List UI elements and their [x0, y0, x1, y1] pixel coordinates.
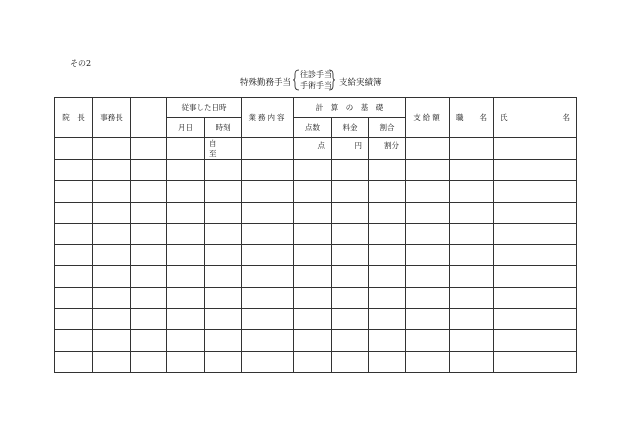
cell	[131, 160, 167, 181]
cell	[332, 202, 369, 223]
cell	[242, 309, 294, 330]
cell	[369, 330, 406, 351]
empty-rows	[55, 160, 577, 373]
cell	[406, 181, 450, 202]
cell	[369, 181, 406, 202]
title-suffix: 支給実績簿	[339, 78, 382, 88]
cell	[332, 330, 369, 351]
cell	[450, 138, 494, 160]
cell	[55, 245, 93, 266]
cell	[294, 330, 332, 351]
cell	[406, 351, 450, 372]
table-row	[55, 138, 577, 160]
ratio-cell	[369, 138, 406, 160]
cell	[406, 138, 450, 160]
cell	[294, 351, 332, 372]
cell	[242, 245, 294, 266]
cell	[406, 245, 450, 266]
table-row	[55, 287, 577, 308]
cell	[450, 330, 494, 351]
cell	[131, 309, 167, 330]
cell	[205, 245, 242, 266]
table-row	[55, 160, 577, 181]
cell	[205, 223, 242, 244]
cell	[332, 223, 369, 244]
cell	[205, 330, 242, 351]
cell	[242, 223, 294, 244]
cell	[450, 266, 494, 287]
cell	[242, 351, 294, 372]
cell	[450, 223, 494, 244]
header-name	[494, 98, 577, 138]
cell	[369, 266, 406, 287]
cell	[131, 266, 167, 287]
cell	[494, 309, 577, 330]
cell	[93, 245, 131, 266]
cell	[131, 330, 167, 351]
cell	[406, 223, 450, 244]
table-row	[55, 309, 577, 330]
cell	[167, 245, 205, 266]
cell	[294, 245, 332, 266]
cell	[205, 160, 242, 181]
cell	[494, 266, 577, 287]
cell	[93, 287, 131, 308]
cell	[242, 138, 294, 160]
time-cell	[205, 138, 242, 160]
cell	[450, 309, 494, 330]
cell	[369, 287, 406, 308]
table-row	[55, 202, 577, 223]
table-row	[55, 351, 577, 372]
cell	[167, 309, 205, 330]
cell	[494, 287, 577, 308]
cell	[93, 138, 131, 160]
cell	[93, 202, 131, 223]
header-work-content: 業務内容	[242, 98, 294, 138]
header-position-2: 名	[479, 113, 488, 122]
cell	[294, 266, 332, 287]
cell	[332, 287, 369, 308]
header-director: 院 長	[55, 98, 93, 138]
cell	[55, 309, 93, 330]
cell	[131, 223, 167, 244]
cell	[55, 223, 93, 244]
cell	[294, 223, 332, 244]
cell	[332, 266, 369, 287]
form-title	[0, 68, 630, 94]
cell	[205, 266, 242, 287]
cell	[332, 245, 369, 266]
cell	[205, 309, 242, 330]
header-position-1: 職	[456, 113, 464, 122]
header-office-chief: 事務長	[93, 98, 131, 138]
cell	[131, 351, 167, 372]
cell	[494, 202, 577, 223]
table-row	[55, 181, 577, 202]
cell	[131, 245, 167, 266]
table-row	[55, 245, 577, 266]
header-fee: 料金	[332, 118, 369, 138]
header-blank	[131, 98, 167, 138]
cell	[406, 160, 450, 181]
cell	[93, 223, 131, 244]
table-row	[55, 223, 577, 244]
time-from-label: 自	[209, 138, 217, 148]
cell	[242, 181, 294, 202]
header-time: 時刻	[205, 118, 242, 138]
ratio-unit: 割分	[384, 141, 400, 150]
cell	[294, 202, 332, 223]
cell	[294, 181, 332, 202]
cell	[406, 202, 450, 223]
cell	[131, 202, 167, 223]
cell	[406, 330, 450, 351]
cell	[93, 309, 131, 330]
cell	[494, 351, 577, 372]
cell	[93, 330, 131, 351]
cell	[93, 266, 131, 287]
cell	[131, 287, 167, 308]
header-points: 点数	[294, 118, 332, 138]
cell	[93, 181, 131, 202]
cell	[332, 351, 369, 372]
cell	[332, 309, 369, 330]
cell	[450, 202, 494, 223]
cell	[369, 223, 406, 244]
table-row	[55, 330, 577, 351]
cell	[294, 309, 332, 330]
cell	[494, 138, 577, 160]
cell	[167, 266, 205, 287]
cell	[242, 266, 294, 287]
cell	[369, 245, 406, 266]
cell	[205, 202, 242, 223]
cell	[205, 351, 242, 372]
header-name-1: 氏	[500, 113, 508, 122]
cell	[332, 181, 369, 202]
cell	[406, 266, 450, 287]
cell	[167, 138, 205, 160]
cell	[55, 330, 93, 351]
cell	[55, 351, 93, 372]
header-name-2: 名	[562, 113, 571, 122]
header-month-day: 月日	[167, 118, 205, 138]
cell	[55, 287, 93, 308]
cell	[369, 160, 406, 181]
cell	[450, 351, 494, 372]
title-brace-line2: 手術手当	[300, 81, 332, 90]
cell	[369, 351, 406, 372]
cell	[131, 181, 167, 202]
cell	[494, 330, 577, 351]
cell	[242, 287, 294, 308]
cell	[55, 266, 93, 287]
fee-cell	[332, 138, 369, 160]
header-payment: 支給額	[406, 98, 450, 138]
cell	[242, 202, 294, 223]
cell	[55, 202, 93, 223]
cell	[167, 351, 205, 372]
fee-unit: 円	[354, 141, 362, 150]
cell	[167, 330, 205, 351]
page-label: その2	[70, 59, 92, 68]
cell	[205, 181, 242, 202]
cell	[242, 160, 294, 181]
cell	[494, 245, 577, 266]
header-position	[450, 98, 494, 138]
header-worked-datetime: 従事した日時	[167, 98, 242, 118]
cell	[167, 287, 205, 308]
title-prefix: 特殊勤務手当	[240, 78, 292, 88]
cell	[205, 287, 242, 308]
cell	[494, 160, 577, 181]
cell	[332, 160, 369, 181]
cell	[369, 202, 406, 223]
cell	[242, 330, 294, 351]
time-to-label: 至	[209, 148, 217, 158]
cell	[55, 138, 93, 160]
cell	[450, 245, 494, 266]
ledger-table	[54, 97, 577, 373]
table-row	[55, 266, 577, 287]
cell	[294, 160, 332, 181]
cell	[369, 309, 406, 330]
header-ratio: 割合	[369, 118, 406, 138]
cell	[450, 287, 494, 308]
cell	[494, 181, 577, 202]
cell	[55, 160, 93, 181]
points-unit: 点	[317, 141, 325, 150]
cell	[55, 181, 93, 202]
cell	[93, 160, 131, 181]
cell	[406, 287, 450, 308]
cell	[167, 181, 205, 202]
cell	[167, 160, 205, 181]
title-brace-line1: 往診手当	[300, 70, 332, 79]
cell	[167, 223, 205, 244]
cell	[450, 181, 494, 202]
cell	[131, 138, 167, 160]
cell	[406, 309, 450, 330]
cell	[450, 160, 494, 181]
points-cell	[294, 138, 332, 160]
cell	[167, 202, 205, 223]
cell	[294, 287, 332, 308]
header-calc-basis: 計 算 の 基 礎	[294, 98, 406, 118]
cell	[93, 351, 131, 372]
cell	[494, 223, 577, 244]
